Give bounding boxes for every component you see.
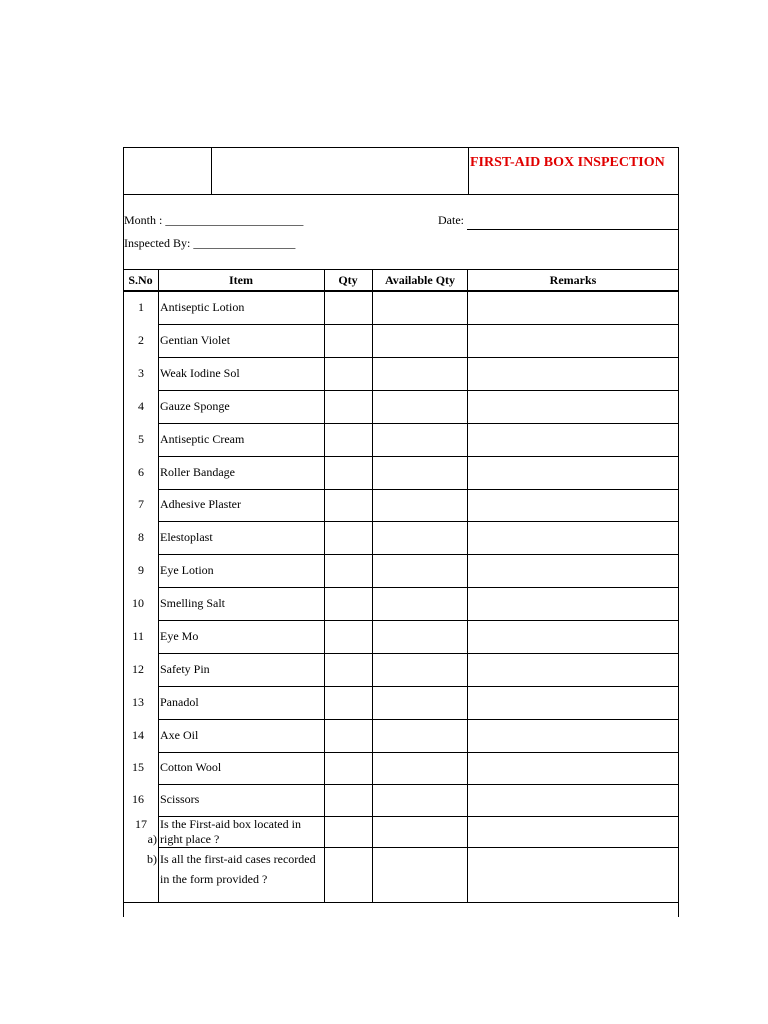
row-item: Roller Bandage	[160, 465, 235, 479]
row-item: Elestoplast	[160, 530, 213, 544]
row-sno: 5	[138, 432, 144, 446]
row-divider	[158, 324, 679, 325]
row-item: Antiseptic Cream	[160, 432, 245, 446]
row-divider	[158, 456, 679, 457]
form-title: FIRST-AID BOX INSPECTION	[470, 155, 665, 170]
row-divider	[158, 587, 679, 588]
row-sno: 10	[132, 596, 144, 610]
logo-cell-divider	[211, 147, 212, 194]
row-item: Eye Mo	[160, 629, 199, 643]
row-sno: 11	[132, 629, 144, 643]
row-sno: 13	[132, 695, 144, 709]
row-sno: 16	[132, 792, 144, 806]
row-item: Adhesive Plaster	[160, 497, 241, 511]
row-item: Scissors	[160, 792, 200, 806]
column-header-sno: S.No	[128, 273, 153, 287]
row-item: Smelling Salt	[160, 596, 226, 610]
question-17-number: 17	[135, 817, 147, 831]
table-header-bottom	[123, 290, 679, 292]
title-cell-divider	[468, 147, 469, 194]
column-divider	[467, 269, 468, 902]
column-divider	[324, 269, 325, 902]
row-sno: 3	[138, 366, 144, 380]
row-divider	[158, 489, 679, 490]
row-item: Antiseptic Lotion	[160, 300, 245, 314]
row-sno: 7	[138, 497, 144, 511]
column-divider	[158, 269, 159, 902]
row-sno: 4	[138, 399, 144, 413]
row-item: Cotton Wool	[160, 760, 222, 774]
row-divider	[158, 686, 679, 687]
row-item: Axe Oil	[160, 728, 199, 742]
row-item: Weak Iodine Sol	[160, 366, 240, 380]
question-17a-line2: right place ?	[160, 832, 220, 846]
row-sno: 2	[138, 333, 144, 347]
column-header-remarks: Remarks	[549, 273, 597, 287]
row-sno: 1	[138, 300, 144, 314]
date-underline	[467, 229, 678, 230]
question-17a-line1: Is the First-aid box located in	[160, 817, 301, 831]
row-item: Gauze Sponge	[160, 399, 230, 413]
row-sno: 9	[138, 563, 144, 577]
question-17a-number: a)	[147, 832, 157, 846]
date-label: Date:	[438, 213, 464, 227]
row-divider	[158, 554, 679, 555]
column-header-qty: Qty	[338, 273, 358, 287]
question-17b-line2: in the form provided ?	[160, 872, 268, 886]
column-divider	[372, 269, 373, 902]
row-sno: 14	[132, 728, 144, 742]
column-header-available-qty: Available Qty	[384, 273, 456, 287]
row-divider	[158, 620, 679, 621]
row-sno: 8	[138, 530, 144, 544]
row-divider	[158, 390, 679, 391]
row-sno: 6	[138, 465, 144, 479]
row-item: Panadol	[160, 695, 199, 709]
question-17b-line1: Is all the first-aid cases recorded	[160, 852, 316, 866]
row-divider	[158, 521, 679, 522]
row-divider	[158, 357, 679, 358]
row-item: Eye Lotion	[160, 563, 214, 577]
row-divider	[158, 784, 679, 785]
row-divider	[158, 752, 679, 753]
row-divider	[158, 653, 679, 654]
column-header-item: Item	[229, 273, 253, 287]
form-top-border	[123, 147, 679, 148]
question-17b-number: b)	[147, 852, 157, 866]
inspected-by-label: Inspected By: _________________	[124, 236, 296, 250]
row-item: Gentian Violet	[160, 333, 231, 347]
row-divider	[158, 719, 679, 720]
row-divider	[123, 902, 679, 903]
month-label: Month : _______________________	[124, 213, 304, 227]
table-top-border	[123, 269, 679, 270]
row-divider	[158, 847, 679, 848]
form-right-border	[678, 147, 679, 917]
header-bottom-border	[123, 194, 679, 195]
row-divider	[158, 423, 679, 424]
row-item: Safety Pin	[160, 662, 210, 676]
row-sno: 15	[132, 760, 144, 774]
row-sno: 12	[132, 662, 144, 676]
